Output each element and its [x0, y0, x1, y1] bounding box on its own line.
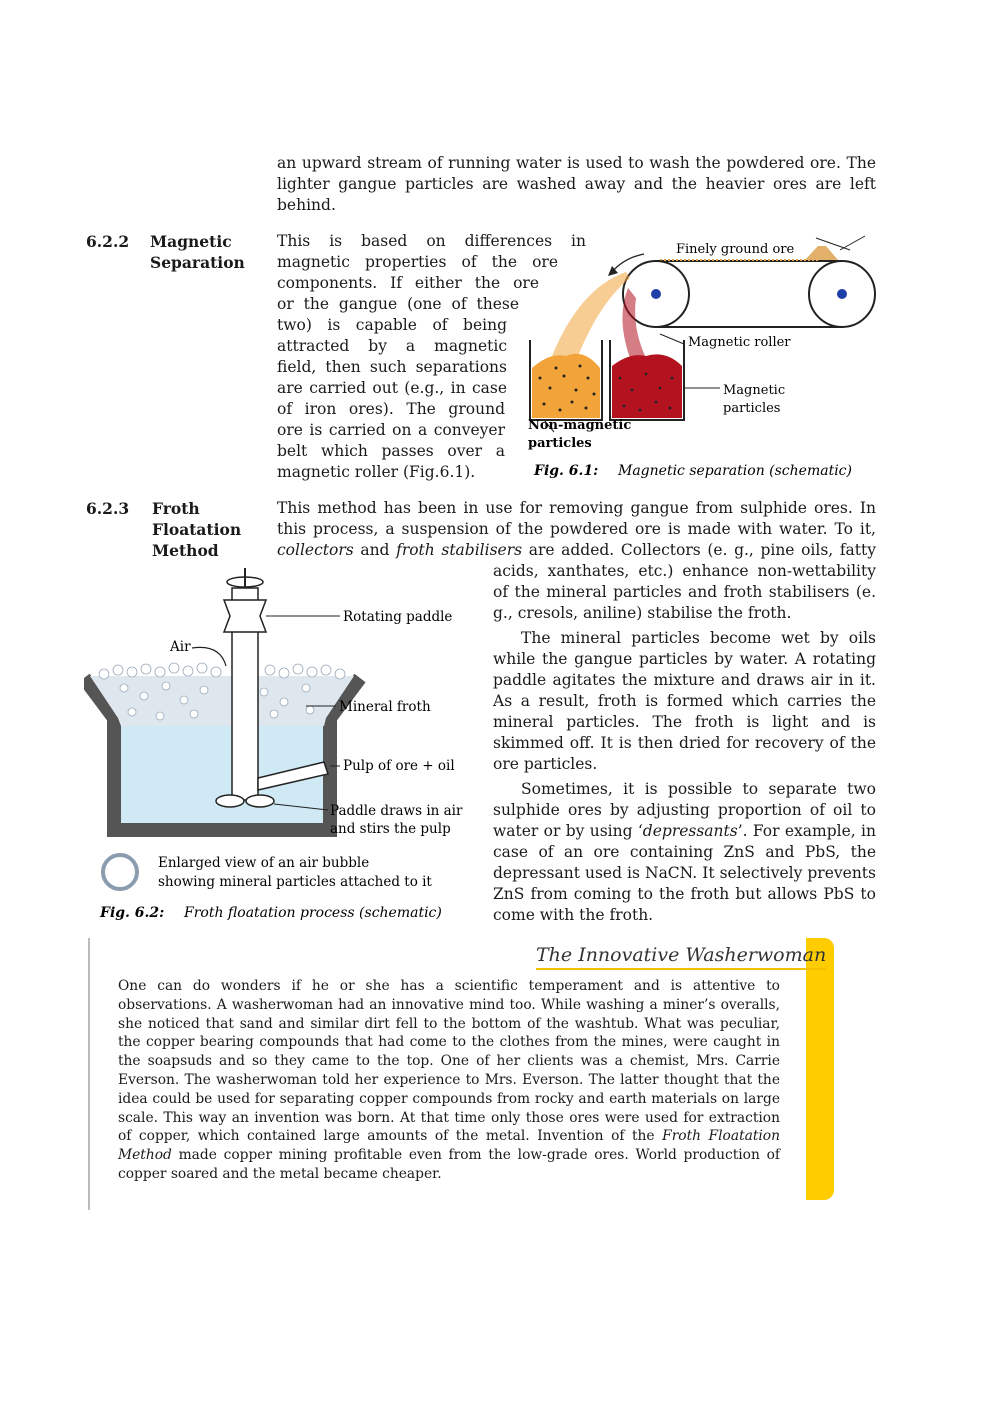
- text-fragment: One can do wonders if he or she has a scientific temperament and is attentive to observations. A washerwoman had an innovative mind too. While washing a miner’s overalls, she noticed that sand and similar dirt fell to the bottom of the washtub. What was peculiar, the copper bearing compounds that had come to the clothes from the mines, were caught in the soapsuds and so they came to the top. One of her clients was a chemist, Mrs. Carrie Everson. The washerwoman told her experience to Mrs. Everson. The latter thought that the idea could be used for separating copper compounds from rocky and earth materials on large scale. This way an invention was born. At that time only those ores were used for extraction of copper, which contained large amounts of the metal. Invention of the: [118, 978, 780, 1145]
- magnetic-separation-figure: [520, 228, 900, 484]
- label-magnetic-particles-1: Magnetic: [723, 383, 786, 398]
- roller-axle: [651, 289, 661, 299]
- info-box-accent-bar: [806, 938, 834, 1200]
- impeller-blade: [216, 795, 244, 807]
- term-collectors: collectors: [277, 541, 354, 559]
- magnetic-pile: [612, 354, 682, 418]
- air-arrow: [192, 647, 226, 666]
- text-fragment: ’. For example, in case of an ore containing ZnS and PbS, the depressant used is NaCN. It selectively prevents ZnS from coming to the froth but allows PbS to come with the froth.: [493, 822, 876, 924]
- fig61-caption-text: Magnetic separation (schematic): [618, 463, 852, 479]
- rotating-paddle: [224, 600, 266, 632]
- text-line: This method has been in use for removing gangue from sulphide ores. In: [277, 499, 876, 517]
- info-box-title: The Innovative Washerwoman: [536, 944, 826, 970]
- text-fragment: and: [353, 541, 397, 559]
- section-title-line: Floatation: [152, 520, 242, 539]
- text-line: of iron ores). The ground: [277, 400, 505, 418]
- nonmagnetic-stream: [552, 272, 630, 356]
- label-paddle-draws-1: Paddle draws in air: [330, 803, 463, 819]
- section-number-froth: 6.2.3: [86, 499, 130, 518]
- fig61-caption-prefix: Fig. 6.1:: [534, 463, 599, 479]
- label-air: Air: [170, 639, 191, 655]
- text-fragment: are added. Collectors (e. g., pine oils, fatty: [522, 541, 877, 559]
- froth-floatation-figure: [84, 568, 484, 928]
- info-box-text: [118, 977, 780, 1184]
- term-depressants: depressants: [642, 822, 738, 840]
- section-title-froth: [152, 498, 241, 561]
- roller-axle: [837, 289, 847, 299]
- label-nonmagnetic-2: particles: [528, 436, 592, 451]
- text-line: magnetic roller (Fig.6.1).: [277, 463, 476, 481]
- section-number-magnetic: 6.2.2: [86, 232, 130, 251]
- text-fragment: Sometimes, it is possible to separate two sulphide ores by adjusting proportion of oil to water or by using ‘: [493, 780, 876, 840]
- text-line: two) is capable of being: [277, 316, 507, 334]
- text-line: magnetic properties of the ore: [277, 253, 558, 271]
- pointer: [660, 334, 684, 344]
- label-nonmagnetic-1: Non-magnetic: [528, 418, 632, 433]
- froth-paragraph-2: The mineral particles become wet by oils while the gangue particles by water. A rotating paddle agitates the mixture and draws air in it. As a result, froth is formed which carries the mineral particles. The froth is light and is skimmed off. It is then dried for recovery of the ore particles.: [493, 629, 876, 773]
- section-title-line: Separation: [150, 253, 245, 272]
- label-mineral-froth: Mineral froth: [339, 699, 431, 715]
- text-line: [277, 540, 876, 561]
- feed-line: [840, 236, 865, 250]
- ore-pile: [805, 246, 838, 260]
- text-line: or the gangue (one of these: [277, 295, 519, 313]
- froth-paragraph-3: [493, 779, 876, 926]
- froth-intro: [277, 498, 876, 561]
- label-bubble-1: Enlarged view of an air bubble: [158, 855, 370, 871]
- text-line: This is based on differences in: [277, 232, 586, 250]
- text-line: attracted by a magnetic: [277, 337, 507, 355]
- text-line: ore is carried on a conveyer: [277, 421, 505, 439]
- section-title-line: Magnetic: [150, 232, 232, 251]
- label-pulp: Pulp of ore + oil: [343, 758, 455, 774]
- label-magnetic-particles-2: particles: [723, 401, 781, 416]
- fig62-caption-prefix: Fig. 6.2:: [100, 905, 165, 921]
- intro-paragraph: an upward stream of running water is used to wash the powdered ore. The lighter gangue particles are washed away and the heavier ores are left behind.: [277, 154, 876, 214]
- section-title-magnetic: [150, 231, 245, 273]
- term-froth-stabilisers: froth stabilisers: [396, 541, 523, 559]
- fig62-caption-text: Froth floatation process (schematic): [184, 905, 442, 921]
- section-title-line: Method: [152, 541, 219, 560]
- label-bubble-2: showing mineral particles attached to it: [158, 874, 432, 890]
- label-paddle-draws-2: and stirs the pulp: [330, 821, 451, 837]
- text-line: are carried out (e.g., in case: [277, 379, 507, 397]
- section-title-line: Froth: [152, 499, 200, 518]
- term-froth-floatation: Froth Floatation Method: [118, 1128, 780, 1164]
- text-fragment: made copper mining profitable even from the low-grade ores. World production of copper soared and the metal became cheaper.: [118, 1147, 780, 1182]
- air-bubble: [103, 855, 137, 889]
- nonmagnetic-pile: [532, 354, 600, 418]
- label-rotating-paddle: Rotating paddle: [343, 609, 453, 625]
- label-finely-ground-ore: Finely ground ore: [676, 242, 795, 257]
- text-line: this process, a suspension of the powdered ore is made with water. To it,: [277, 520, 876, 538]
- text-line: components. If either the ore: [277, 274, 539, 292]
- froth-paragraph-1: acids, xanthates, etc.) enhance non-wettability of the mineral particles and froth stabilisers (e. g., cresols, aniline) stabilise the froth.: [493, 562, 876, 622]
- impeller-blade: [246, 795, 274, 807]
- text-line: belt which passes over a: [277, 442, 505, 460]
- text-line: field, then such separations: [277, 358, 507, 376]
- mineral-froth: [90, 676, 354, 726]
- label-magnetic-roller: Magnetic roller: [688, 335, 791, 350]
